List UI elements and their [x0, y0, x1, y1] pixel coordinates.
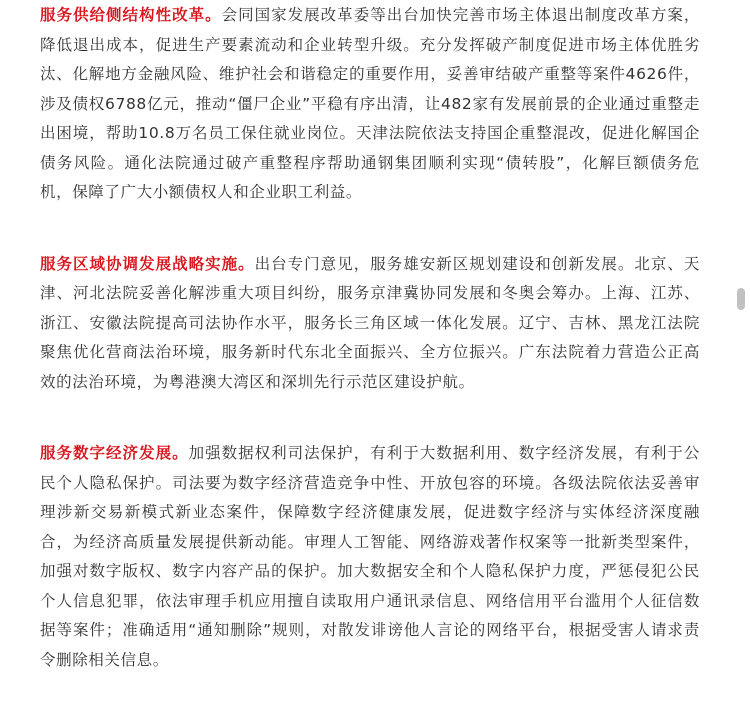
paragraph-heading: 服务数字经济发展。 — [40, 444, 189, 462]
paragraph-text: 出台专门意见，服务雄安新区规划建设和创新发展。北京、天津、河北法院妥善化解涉重大项目纠纷，服务京津冀协同发展和冬奥会筹办。上海、江苏、浙江、安徽法院提高司法协作水平，服务长三角区域一体化发展。辽宁、吉林、黑龙江法院聚焦优化营商法治环境，服务新时代东北全面振兴、全方位振兴。广东法院着力营造公正高效的法治环境，为粤港澳大湾区和深圳先行示范区建设护航。 — [40, 254, 700, 391]
paragraph-regional-development — [40, 250, 700, 398]
article-body — [40, 1, 700, 717]
paragraph-text: 加强数据权利司法保护，有利于大数据利用、数字经济发展，有利于公民个人隐私保护。司法要为数字经济营造竞争中性、开放包容的环境。各级法院依法妥善审理涉新交易新模式新业态案件，保障数字经济健康发展，促进数字经济与实体经济深度融合，为经济高质量发展提供新动能。审理人工智能、网络游戏著作权案等一批新类型案件，加强对数字版权、数字内容产品的保护。加大数据安全和个人隐私保护力度，严惩侵犯公民个人信息犯罪，依法审理手机应用擅自读取用户通讯录信息、网络信用平台滥用个人征信数据等案件；准确适用“通知删除”规则，对散发诽谤他人言论的网络平台，根据受害人请求责令删除相关信息。 — [40, 444, 700, 669]
paragraph-supply-side-reform — [40, 1, 700, 208]
paragraph-heading: 服务供给侧结构性改革。 — [40, 6, 222, 24]
paragraph-text: 会同国家发展改革委等出台加快完善市场主体退出制度改革方案，降低退出成本，促进生产要素流动和企业转型升级。充分发挥破产制度促进市场主体优胜劣汰、化解地方金融风险、维护社会和谐稳定的重要作用，妥善审结破产重整等案件4626件，涉及债权6788亿元，推动“僵尸企业”平稳有序出清，让482家有发展前景的企业通过重整走出困境，帮助10.8万名员工保住就业岗位。天津法院依法支持国企重整混改，促进化解国企债务风险。通化法院通过破产重整程序帮助通钢集团顺利实现“债转股”，化解巨额债务危机，保障了广大小额债权人和企业职工利益。 — [40, 6, 700, 201]
vertical-scrollbar[interactable] — [734, 0, 748, 725]
scrollbar-thumb[interactable] — [737, 288, 745, 310]
paragraph-heading: 服务区域协调发展战略实施。 — [40, 254, 255, 273]
paragraph-digital-economy — [40, 439, 700, 675]
